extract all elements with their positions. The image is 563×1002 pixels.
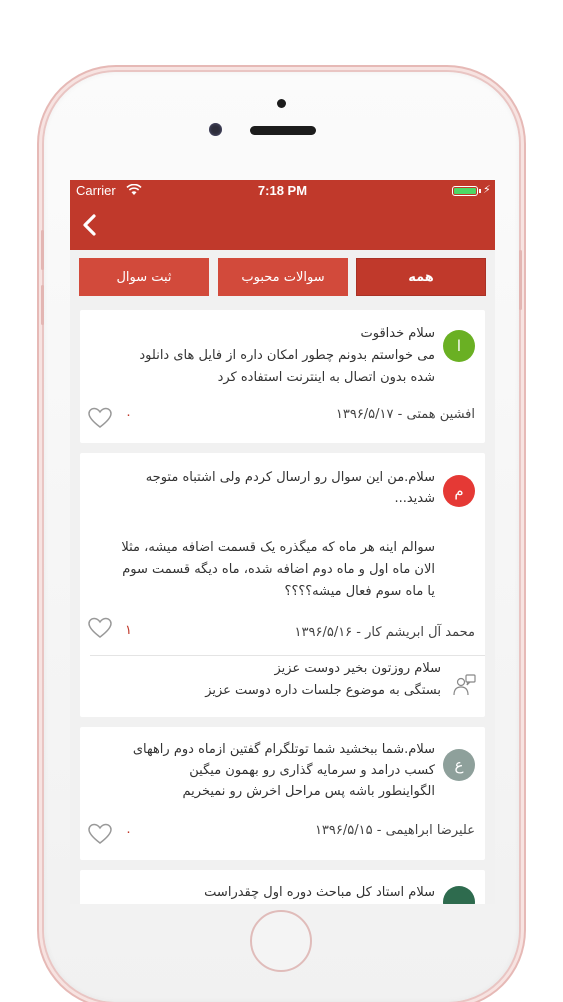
reply-divider (90, 655, 485, 656)
question-title: سلام.من این سوال رو ارسال کردم ولی اشتباه متوجه شدید... (145, 470, 435, 506)
tab-popular-questions[interactable]: سوالات محبوب (218, 258, 348, 296)
like-count: ۰ (125, 825, 132, 840)
front-camera (209, 123, 222, 136)
nav-bar (70, 202, 495, 250)
author-name: افشین همتی (406, 407, 475, 422)
question-meta: افشین همتی - ۱۳۹۶/۵/۱۷ (335, 407, 475, 422)
question-body: سوالم اینه هر ماه که میگذره یک قسمت اضافه میشه، مثلا الان ماه اول و ماه دوم اضافه شده، ماه دیگه قسمت سوم یا ماه سوم فعال میشه؟؟؟؟ (121, 540, 435, 599)
status-time: 7:18 PM (257, 183, 308, 198)
power-button (519, 250, 522, 310)
question-card[interactable] (80, 310, 485, 443)
question-meta: علیرضا ابراهیمی - ۱۳۹۶/۵/۱۵ (314, 823, 475, 838)
reply-user-icon (451, 673, 477, 699)
question-title: سلام.شما ببخشید شما توتلگرام گفتین ازماه دوم راههای کسب درامد و سرمایه گذاری رو بهمون میگین الگواینطور باشه پس مراحل اخرش رو نمیخریم (132, 742, 435, 799)
volume-button (41, 230, 44, 270)
question-date: ۱۳۹۶/۵/۱۵ (314, 823, 373, 838)
status-bar (70, 180, 495, 202)
answer-text: سلام روزتون بخیر دوست عزیز بستگی به موضوع جلسات داره دوست عزیز (205, 661, 441, 698)
avatar: ع (443, 749, 475, 781)
question-title: سلام استاد کل مباحث دوره اول چقدراست (204, 885, 435, 900)
back-chevron-icon[interactable] (76, 210, 106, 240)
volume-button (41, 285, 44, 325)
ask-question-button[interactable]: ثبت سوال (79, 258, 209, 296)
avatar: م (443, 475, 475, 507)
question-title: سلام خداقوت (360, 326, 435, 341)
tab-all[interactable]: همه (356, 258, 486, 296)
heart-outline-icon[interactable] (88, 617, 112, 639)
heart-outline-icon[interactable] (88, 823, 112, 845)
charging-icon: ⚡ (483, 183, 491, 196)
question-date: ۱۳۹۶/۵/۱۶ (294, 625, 353, 640)
app-screen (70, 180, 495, 904)
question-card[interactable] (80, 727, 485, 860)
battery-icon (452, 186, 478, 196)
question-date: ۱۳۹۶/۵/۱۷ (335, 407, 394, 422)
question-card[interactable] (80, 453, 485, 717)
heart-outline-icon[interactable] (88, 407, 112, 429)
question-body: می خواستم بدونم چطور امکان داره از فایل های دانلود شده بدون اتصال به اینترنت استفاده کرد (139, 348, 435, 385)
earpiece-speaker (250, 126, 316, 135)
avatar: ا (443, 330, 475, 362)
proximity-sensor (277, 99, 286, 108)
filter-tabs (70, 258, 495, 298)
question-meta: محمد آل ابریشم کار - ۱۳۹۶/۵/۱۶ (294, 625, 475, 640)
home-button[interactable] (250, 910, 312, 972)
carrier-label: Carrier (76, 183, 116, 198)
author-name: محمد آل ابریشم کار (365, 625, 475, 640)
author-name: علیرضا ابراهیمی (385, 823, 475, 838)
like-count: ۰ (125, 408, 132, 423)
like-count: ۱ (125, 623, 132, 638)
avatar (443, 886, 475, 904)
question-card[interactable] (80, 870, 485, 904)
